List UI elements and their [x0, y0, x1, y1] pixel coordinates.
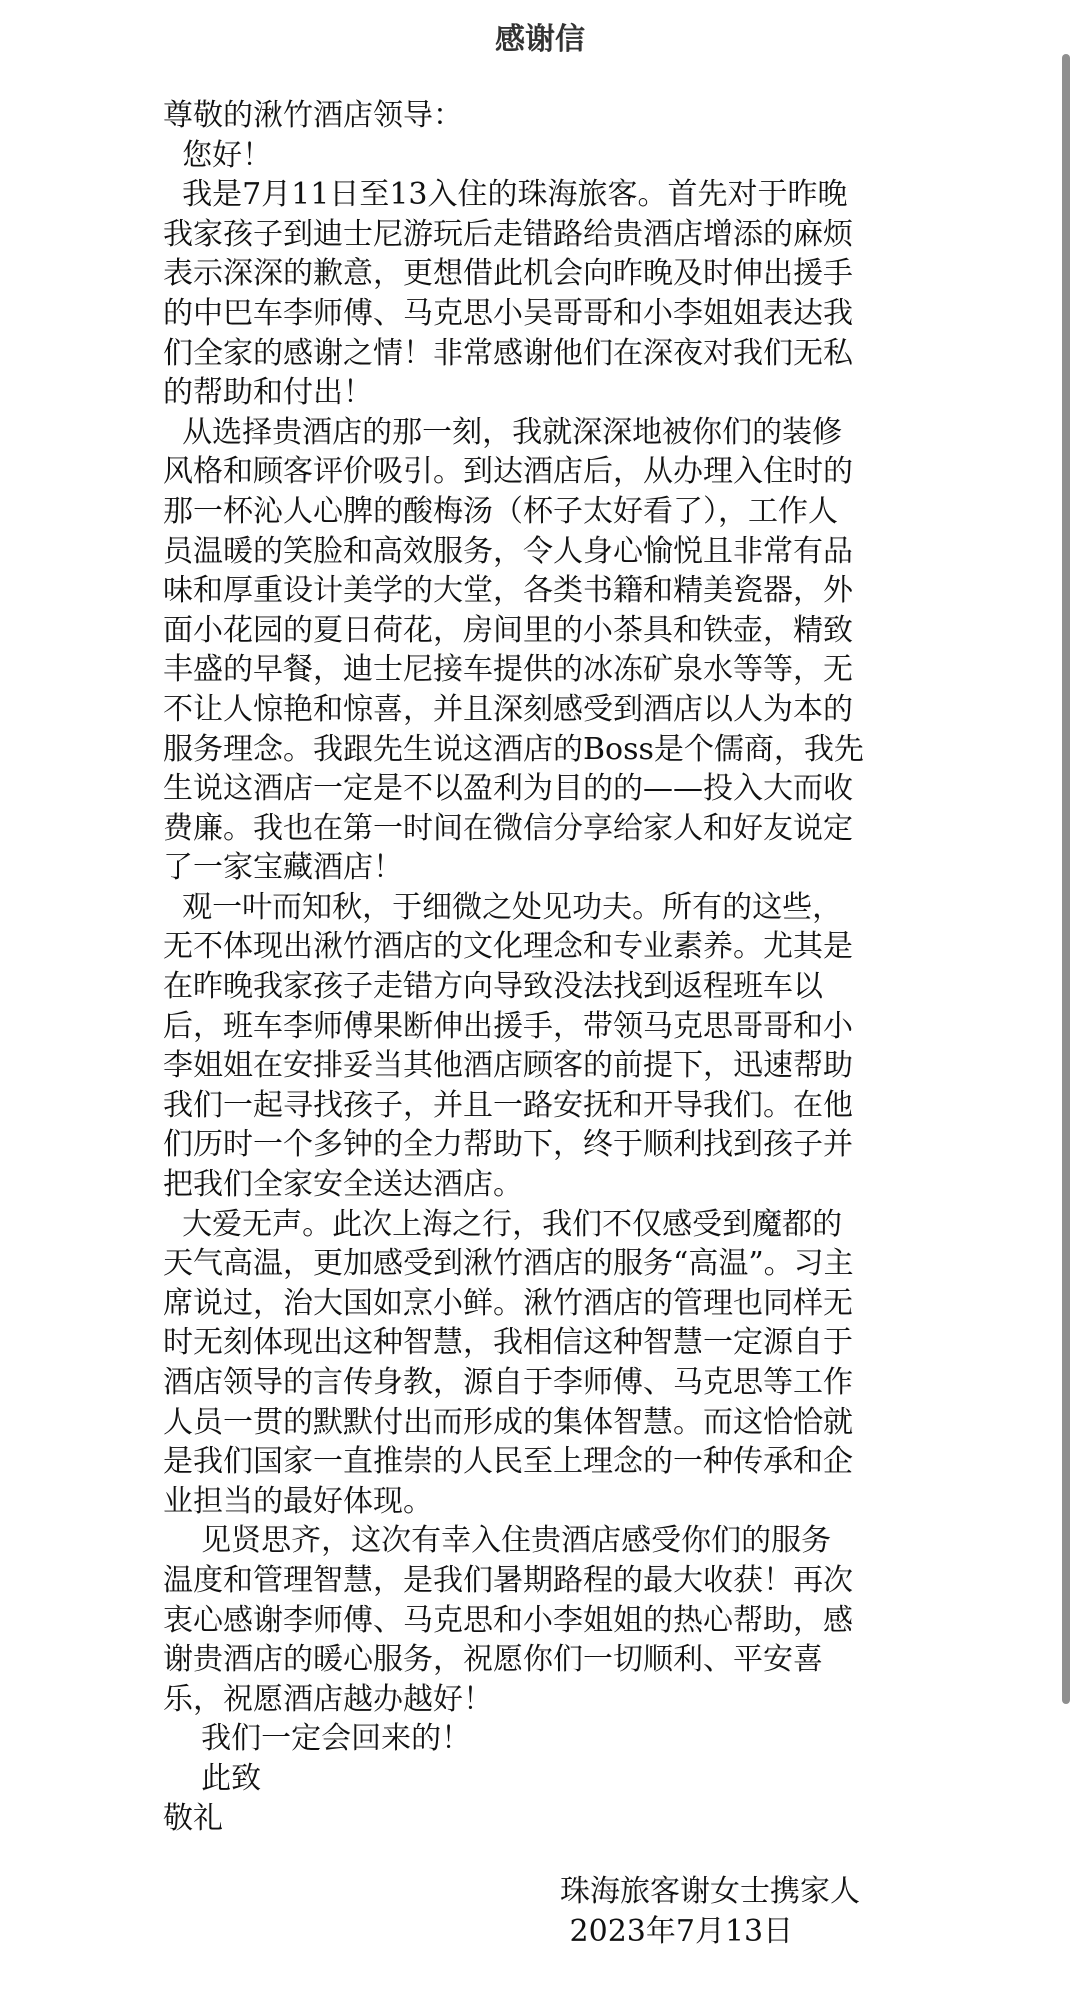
closing-line: 此致 — [163, 1760, 262, 1796]
body-line: 丰盛的早餐，迪士尼接车提供的冰冻矿泉水等等，无 — [163, 652, 853, 688]
salutation: 尊敬的湫竹酒店领导： — [163, 98, 463, 133]
body-line: 的帮助和付出！ — [163, 375, 373, 411]
body-line: 从选择贵酒店的那一刻，我就深深地被你们的装修 — [163, 414, 843, 450]
body-line: 生说这酒店一定是不以盈利为目的的——投入大而收 — [163, 771, 853, 807]
body-line: 在昨晚我家孩子走错方向导致没法找到返程班车以 — [163, 969, 823, 1005]
body-line: 席说过，治大国如烹小鲜。湫竹酒店的管理也同样无 — [163, 1285, 853, 1321]
body-line: 服务理念。我跟先生说这酒店的Boss是个儒商，我先 — [163, 731, 864, 767]
body-line: 员温暖的笑脸和高效服务，令人身心愉悦且非常有品 — [163, 533, 853, 569]
body-line: 业担当的最好体现。 — [163, 1483, 433, 1519]
signature-name: 珠海旅客谢女士携家人 — [560, 1874, 860, 1909]
body-line: 我是7月11日至13入住的珠海旅客。首先对于昨晚 — [163, 177, 848, 213]
body-line: 们全家的感谢之情！非常感谢他们在深夜对我们无私 — [163, 335, 853, 371]
vertical-scrollbar[interactable] — [1062, 54, 1070, 1704]
body-line: 把我们全家安全送达酒店。 — [163, 1167, 523, 1203]
letter-title: 感谢信 — [495, 22, 585, 57]
body-line: 不让人惊艳和惊喜，并且深刻感受到酒店以人为本的 — [163, 691, 853, 727]
body-line: 温度和管理智慧，是我们暑期路程的最大收获！再次 — [163, 1562, 853, 1598]
body-line: 酒店领导的言传身教，源自于李师傅、马克思等工作 — [163, 1365, 853, 1400]
body-line: 是我们国家一直推崇的人民至上理念的一种传承和企 — [163, 1444, 853, 1480]
letter-body — [163, 96, 915, 1838]
signature-date: 2023年7月13日 — [560, 1914, 794, 1949]
body-line: 大爱无声。此次上海之行，我们不仅感受到魔都的 — [163, 1206, 843, 1242]
body-line: 衷心感谢李师傅、马克思和小李姐姐的热心帮助，感 — [163, 1602, 853, 1638]
body-line: 味和厚重设计美学的大堂，各类书籍和精美瓷器，外 — [163, 573, 853, 609]
body-line: 的中巴车李师傅、马克思小吴哥哥和小李姐姐表达我 — [163, 295, 853, 331]
body-line: 时无刻体现出这种智慧，我相信这种智慧一定源自于 — [163, 1325, 853, 1361]
body-line: 面小花园的夏日荷花，房间里的小茶具和铁壶，精致 — [163, 612, 853, 648]
body-line: 我家孩子到迪士尼游玩后走错路给贵酒店增添的麻烦 — [163, 216, 853, 252]
body-line: 天气高温，更加感受到湫竹酒店的服务“高温”。习主 — [163, 1246, 854, 1282]
body-line: 谢贵酒店的暖心服务，祝愿你们一切顺利、平安喜 — [163, 1642, 823, 1678]
body-line: 人员一贯的默默付出而形成的集体智慧。而这恰恰就 — [163, 1404, 853, 1440]
body-line: 见贤思齐，这次有幸入住贵酒店感受你们的服务 — [163, 1523, 832, 1559]
body-line: 了一家宝藏酒店！ — [163, 850, 403, 886]
greeting: 您好！ — [163, 137, 273, 173]
body-line: 们历时一个多钟的全力帮助下，终于顺利找到孩子并 — [163, 1127, 853, 1163]
closing-line: 敬礼 — [163, 1800, 223, 1836]
body-line: 我们一定会回来的！ — [163, 1721, 472, 1757]
body-line: 那一杯沁人心脾的酸梅汤（杯子太好看了），工作人 — [163, 493, 838, 529]
body-line: 乐，祝愿酒店越办越好！ — [163, 1681, 493, 1717]
body-line: 李姐姐在安排妥当其他酒店顾客的前提下，迅速帮助 — [163, 1048, 853, 1084]
body-line: 费廉。我也在第一时间在微信分享给家人和好友说定 — [163, 810, 853, 846]
signature-block — [560, 1872, 920, 1952]
body-line: 我们一起寻找孩子，并且一路安抚和开导我们。在他 — [163, 1087, 853, 1123]
body-line: 表示深深的歉意，更想借此机会向昨晚及时伸出援手 — [163, 256, 853, 292]
body-line: 风格和顾客评价吸引。到达酒店后，从办理入住时的 — [163, 454, 853, 490]
body-line: 无不体现出湫竹酒店的文化理念和专业素养。尤其是 — [163, 929, 853, 965]
body-line: 观一叶而知秋，于细微之处见功夫。所有的这些， — [163, 889, 843, 925]
body-line: 后，班车李师傅果断伸出援手，带领马克思哥哥和小 — [163, 1008, 853, 1044]
